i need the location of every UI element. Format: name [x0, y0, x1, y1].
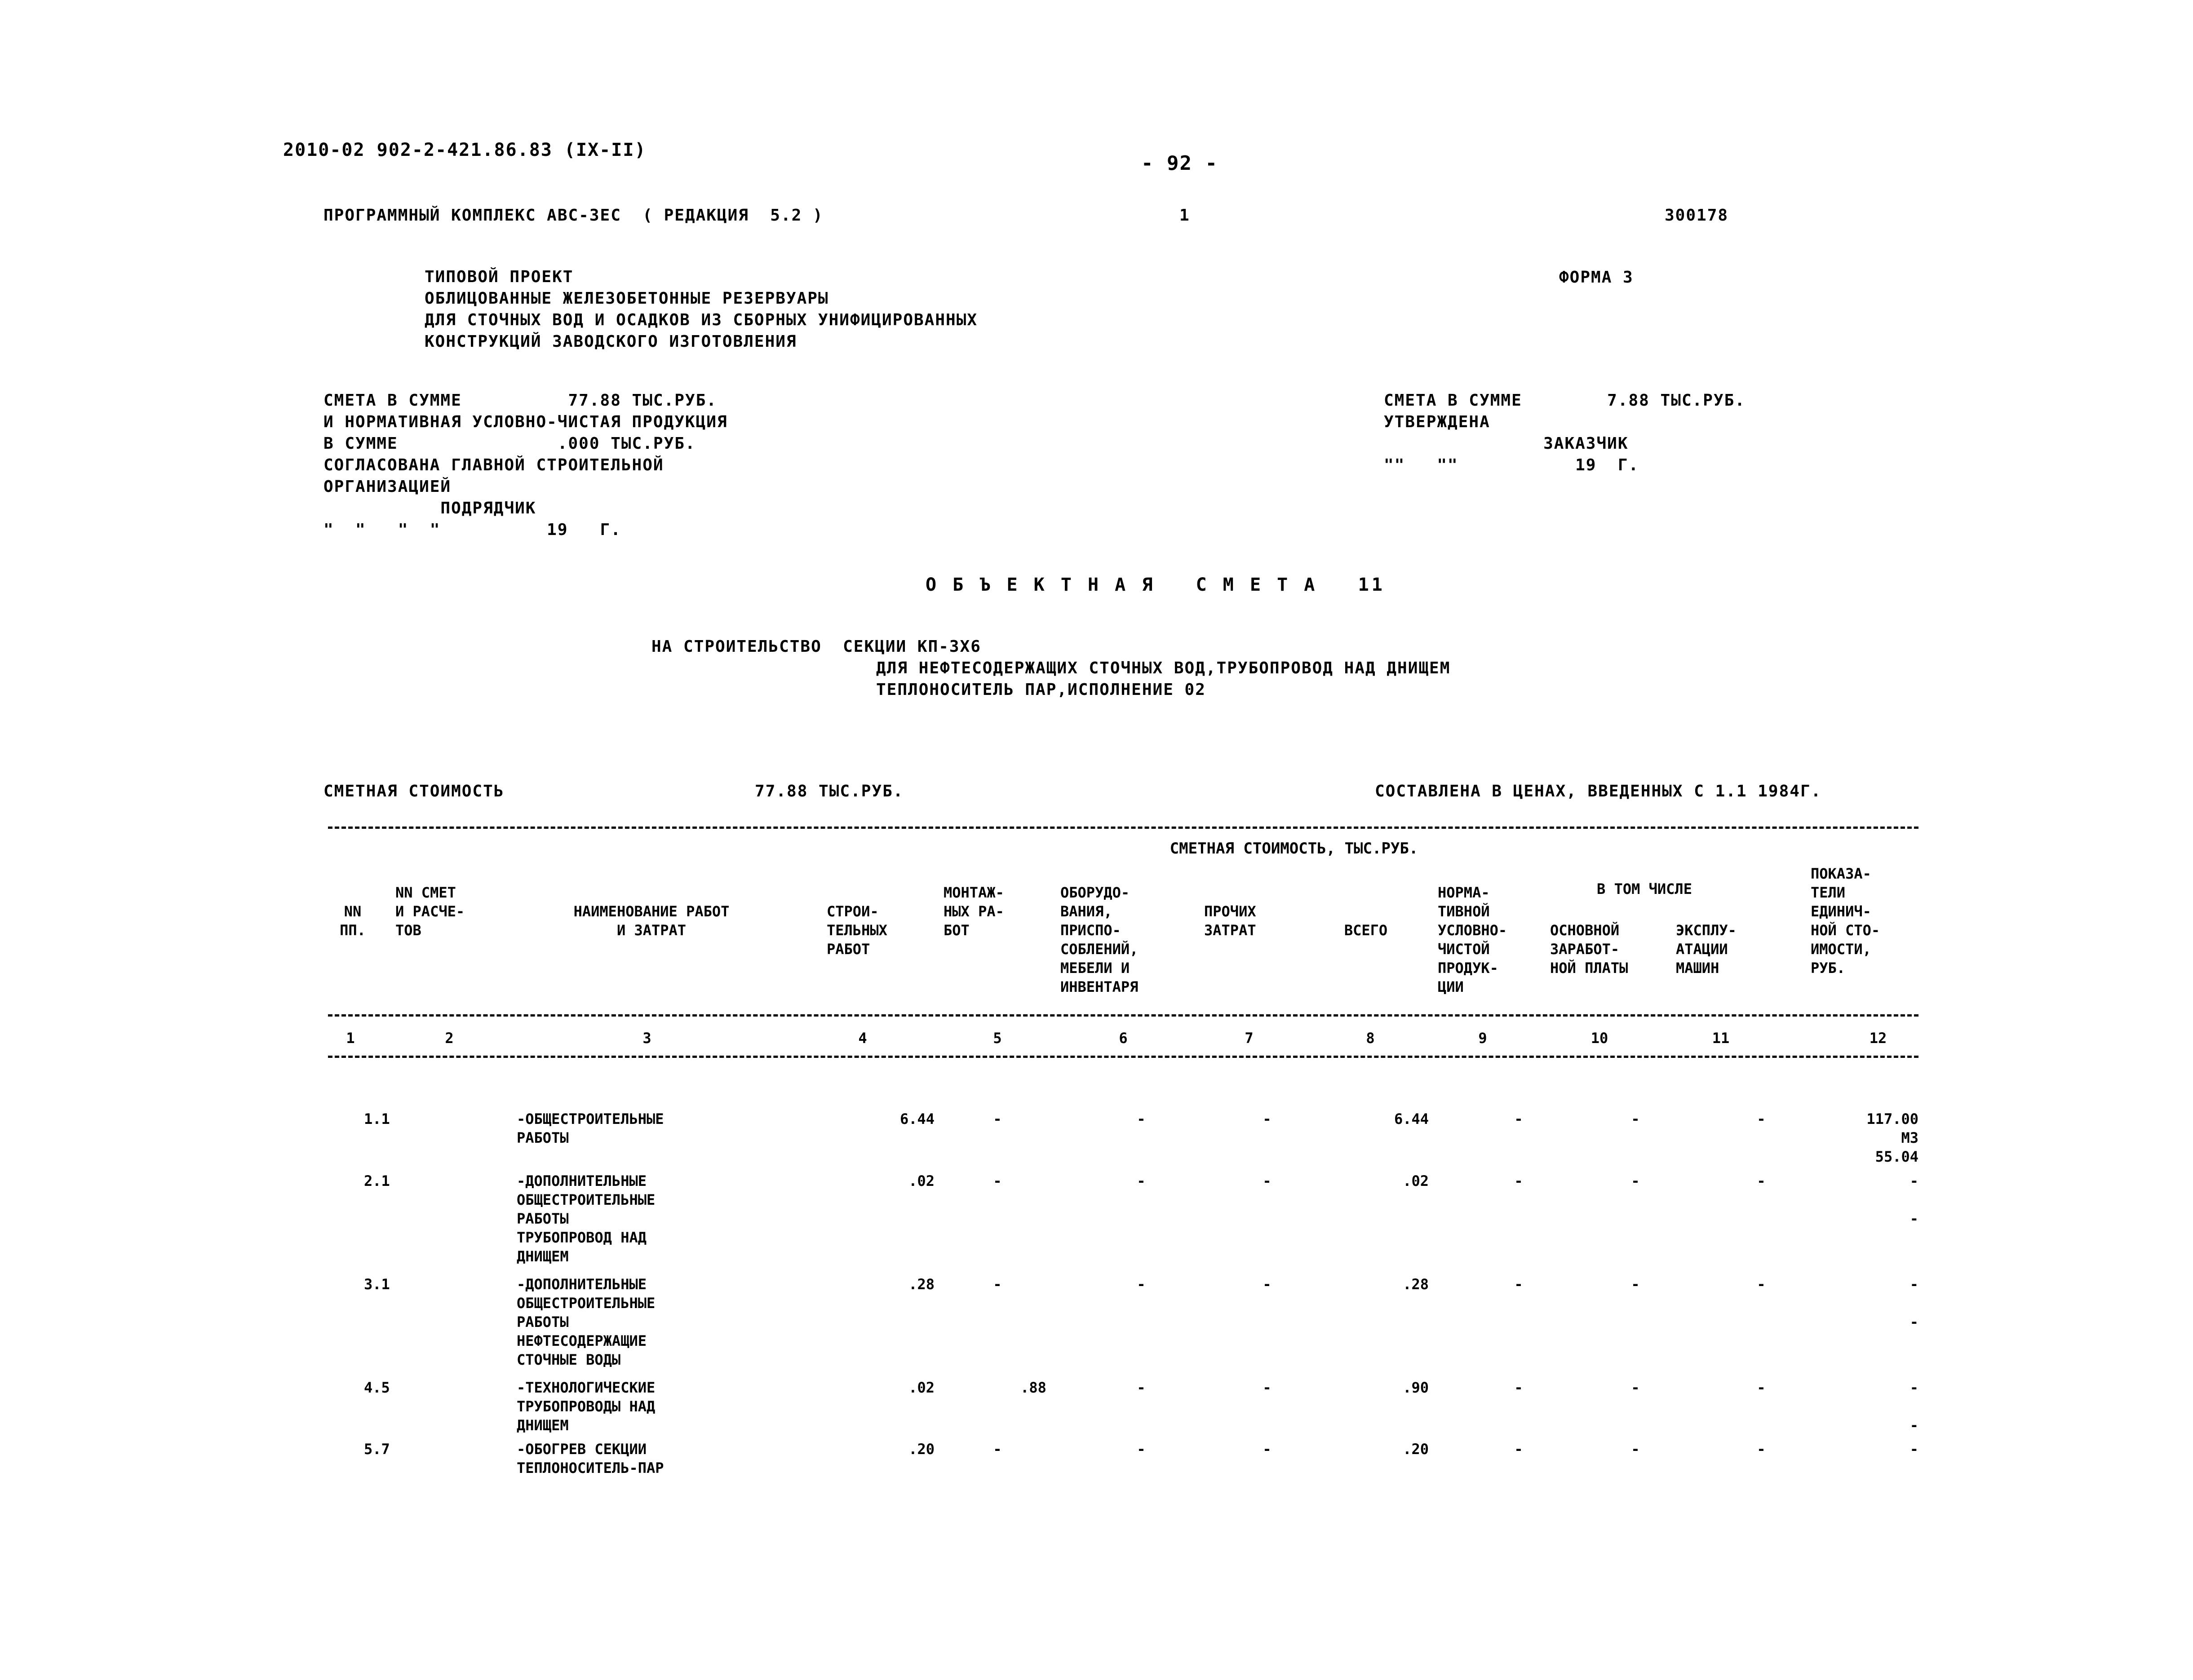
row-norm: - — [1514, 1172, 1523, 1189]
agreement-line: СМЕТА В СУММЕ 77.88 ТЫС.РУБ. — [323, 391, 717, 410]
page-number: - 92 - — [1141, 152, 1218, 175]
row-machines: - — [1757, 1441, 1766, 1458]
super-header: СМЕТНАЯ СТОИМОСТЬ, ТЫС.РУБ. — [1170, 840, 1418, 858]
row-equipment: - — [1137, 1172, 1146, 1189]
document-title: О Б Ъ Е К Т Н А Я С М Е Т А 11 — [926, 575, 1385, 595]
row-total: 6.44 — [1394, 1110, 1429, 1127]
row-construction: .28 — [908, 1276, 935, 1293]
row-other: - — [1263, 1172, 1271, 1189]
column-number: 12 — [1869, 1030, 1887, 1047]
approval-line: "" "" 19 Г. — [1384, 456, 1639, 474]
row-name: -ОБОГРЕВ СЕКЦИИ ТЕПЛОНОСИТЕЛЬ-ПАР — [517, 1441, 664, 1477]
table-numbers-rule — [328, 1056, 1918, 1058]
row-unit-cost: - - — [1909, 1276, 1918, 1331]
row-equipment: - — [1137, 1441, 1146, 1458]
row-installation: - — [993, 1172, 1002, 1189]
row-name: -ТЕХНОЛОГИЧЕСКИЕ ТРУБОПРОВОДЫ НАД ДНИЩЕМ — [517, 1379, 656, 1434]
row-number: 3.1 — [364, 1276, 390, 1293]
agreement-line: ПОДРЯДЧИК — [323, 499, 536, 517]
agreement-line: ОРГАНИЗАЦИЕЙ — [323, 477, 452, 496]
row-norm: - — [1514, 1379, 1523, 1396]
row-number: 5.7 — [364, 1441, 390, 1458]
column-header: ПОКАЗА- ТЕЛИ ЕДИНИЧ- НОЙ СТО- ИМОСТИ, РУБ. — [1811, 865, 1880, 977]
row-construction: 6.44 — [899, 1110, 935, 1127]
row-installation: - — [993, 1110, 1002, 1127]
column-header: МОНТАЖ- НЫХ РА- БОТ — [944, 884, 1004, 939]
row-equipment: - — [1137, 1276, 1146, 1293]
column-number: 7 — [1245, 1030, 1254, 1047]
table-row — [0, 1172, 2193, 1275]
column-header: СТРОИ- ТЕЛЬНЫХ РАБОТ — [827, 903, 887, 958]
column-number: 8 — [1366, 1030, 1375, 1047]
row-unit-cost: 117.00 МЗ 55.04 — [1866, 1110, 1918, 1165]
row-construction: .02 — [908, 1172, 935, 1189]
table-top-rule — [328, 827, 1918, 829]
column-header: ПРОЧИХ ЗАТРАТ — [1204, 903, 1256, 939]
row-other: - — [1263, 1441, 1271, 1458]
row-machines: - — [1757, 1110, 1766, 1127]
row-unit-cost: - — [1909, 1441, 1918, 1458]
approval-line: УТВЕРЖДЕНА — [1384, 413, 1490, 431]
column-number: 1 — [346, 1030, 355, 1047]
row-wages: - — [1631, 1379, 1640, 1396]
row-number: 1.1 — [364, 1110, 390, 1127]
column-header: ВСЕГО — [1344, 922, 1388, 939]
cost-value: 77.88 ТЫС.РУБ. — [755, 782, 904, 800]
row-installation: .88 — [1020, 1379, 1046, 1396]
row-unit-cost: - - — [1909, 1379, 1918, 1434]
row-construction: .20 — [908, 1441, 935, 1458]
column-header: ОСНОВНОЙ ЗАРАБОТ- НОЙ ПЛАТЫ — [1550, 922, 1628, 977]
document-code: 2010-02 902-2-421.86.83 (IX-II) — [283, 140, 647, 160]
row-construction: .02 — [908, 1379, 935, 1396]
agreement-line: " " " " 19 Г. — [323, 521, 621, 539]
row-name: -ДОПОЛНИТЕЛЬНЫЕ ОБЩЕСТРОИТЕЛЬНЫЕ РАБОТЫ НЕФТЕСОДЕРЖАЩИЕ СТОЧНЫЕ ВОДЫ — [517, 1276, 656, 1368]
subject-line: ТЕПЛОНОСИТЕЛЬ ПАР,ИСПОЛНЕНИЕ 02 — [876, 681, 1206, 699]
row-machines: - — [1757, 1276, 1766, 1293]
table-row — [0, 1275, 2193, 1378]
column-number: 9 — [1478, 1030, 1487, 1047]
row-norm: - — [1514, 1441, 1523, 1458]
form-label: ФОРМА 3 — [1559, 268, 1634, 287]
row-norm: - — [1514, 1276, 1523, 1293]
row-installation: - — [993, 1441, 1002, 1458]
row-number: 2.1 — [364, 1172, 390, 1189]
row-wages: - — [1631, 1172, 1640, 1189]
column-header: НАИМЕНОВАНИЕ РАБОТ И ЗАТРАТ — [573, 903, 730, 939]
row-other: - — [1263, 1110, 1271, 1127]
subject-line: НА СТРОИТЕЛЬСТВО СЕКЦИИ КП-3Х6 — [651, 637, 981, 656]
column-header: НОРМА- ТИВНОЙ УСЛОВНО- ЧИСТОЙ ПРОДУК- ЦИИ — [1438, 884, 1507, 995]
column-number: 11 — [1712, 1030, 1730, 1047]
program-line: ПРОГРАММНЫЙ КОМПЛЕКС АВС-ЗЕС ( РЕДАКЦИЯ 5.2 ) — [323, 206, 824, 225]
row-total: .90 — [1403, 1379, 1429, 1396]
program-number: 1 — [1179, 206, 1190, 225]
row-total: .02 — [1403, 1172, 1429, 1189]
column-header: NN СМЕТ И РАСЧЕ- ТОВ — [395, 884, 465, 939]
agreement-line: И НОРМАТИВНАЯ УСЛОВНО-ЧИСТАЯ ПРОДУКЦИЯ — [323, 413, 728, 431]
row-norm: - — [1514, 1110, 1523, 1127]
approval-line: СМЕТА В СУММЕ 7.88 ТЫС.РУБ. — [1384, 391, 1746, 410]
row-installation: - — [993, 1276, 1002, 1293]
column-header: NN ПП. — [340, 903, 366, 939]
row-total: .28 — [1403, 1276, 1429, 1293]
row-total: .20 — [1403, 1441, 1429, 1458]
row-machines: - — [1757, 1172, 1766, 1189]
row-number: 4.5 — [364, 1379, 390, 1396]
table-row — [0, 1378, 2193, 1441]
table-header-rule — [328, 1014, 1918, 1017]
row-other: - — [1263, 1379, 1271, 1396]
project-line: ТИПОВОЙ ПРОЕКТ — [425, 268, 574, 286]
column-number: 5 — [993, 1030, 1002, 1047]
column-number: 2 — [445, 1030, 454, 1047]
column-number: 10 — [1590, 1030, 1608, 1047]
column-header: ЭКСПЛУ- АТАЦИИ МАШИН — [1676, 922, 1737, 977]
row-wages: - — [1631, 1441, 1640, 1458]
document-number: 300178 — [1665, 206, 1729, 225]
row-name: -ДОПОЛНИТЕЛЬНЫЕ ОБЩЕСТРОИТЕЛЬНЫЕ РАБОТЫ ТРУБОПРОВОД НАД ДНИЩЕМ — [517, 1172, 656, 1265]
subject-line: ДЛЯ НЕФТЕСОДЕРЖАЩИХ СТОЧНЫХ ВОД,ТРУБОПРОВОД НАД ДНИЩЕМ — [876, 659, 1451, 677]
project-line: ОБЛИЦОВАННЫЕ ЖЕЛЕЗОБЕТОННЫЕ РЕЗЕРВУАРЫ — [425, 289, 829, 308]
column-number: 3 — [642, 1030, 651, 1047]
row-machines: - — [1757, 1379, 1766, 1396]
row-unit-cost: - - — [1909, 1172, 1918, 1227]
table-row — [0, 1440, 2193, 1485]
column-number: 6 — [1119, 1030, 1128, 1047]
row-wages: - — [1631, 1110, 1640, 1127]
row-equipment: - — [1137, 1110, 1146, 1127]
prices-note: СОСТАВЛЕНА В ЦЕНАХ, ВВЕДЕННЫХ С 1.1 1984Г. — [1375, 782, 1822, 800]
agreement-line: СОГЛАСОВАНА ГЛАВНОЙ СТРОИТЕЛЬНОЙ — [323, 456, 664, 474]
row-wages: - — [1631, 1276, 1640, 1293]
row-name: -ОБЩЕСТРОИТЕЛЬНЫЕ РАБОТЫ — [517, 1110, 664, 1146]
project-line: ДЛЯ СТОЧНЫХ ВОД И ОСАДКОВ ИЗ СБОРНЫХ УНИФИЦИРОВАННЫХ — [425, 311, 978, 329]
agreement-line: В СУММЕ .000 ТЫС.РУБ. — [323, 434, 696, 453]
sub-header: В ТОМ ЧИСЛЕ — [1597, 880, 1692, 897]
project-line: КОНСТРУКЦИЙ ЗАВОДСКОГО ИЗГОТОВЛЕНИЯ — [425, 332, 797, 351]
row-equipment: - — [1137, 1379, 1146, 1396]
cost-label: СМЕТНАЯ СТОИМОСТЬ — [323, 782, 505, 800]
column-header: ОБОРУДО- ВАНИЯ, ПРИСПО- СОБЛЕНИЙ, МЕБЕЛИ И ИНВЕНТАРЯ — [1060, 884, 1139, 995]
row-other: - — [1263, 1276, 1271, 1293]
column-number: 4 — [858, 1030, 867, 1047]
approval-line: ЗАКАЗЧИК — [1384, 434, 1629, 453]
